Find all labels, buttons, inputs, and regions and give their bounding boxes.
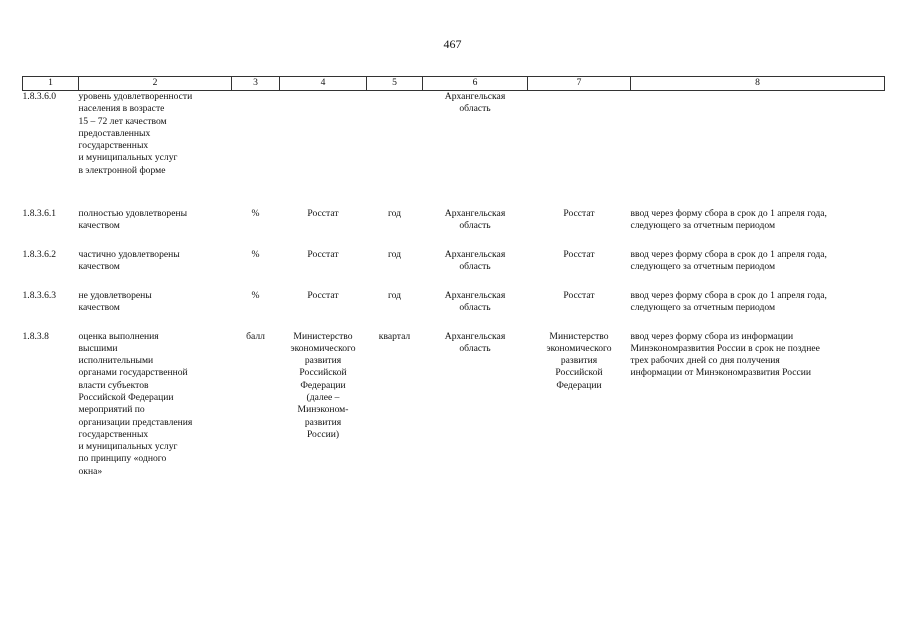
indicator-unit: % — [251, 207, 260, 219]
indicator-unit: балл — [246, 330, 265, 342]
table-row — [23, 249, 885, 290]
column-number-header-row — [23, 77, 885, 91]
indicator-name: не удовлетворены качеством — [78, 289, 152, 313]
indicator-region: Архангельская область — [444, 91, 506, 115]
table-row — [23, 91, 885, 208]
indicator-code: 1.8.3.6.0 — [22, 91, 57, 102]
column-number: 3 — [232, 77, 280, 91]
indicator-procedure: ввод через форму сбора в срок до 1 апреля года, следующего за отчетным периодом — [630, 289, 827, 313]
indicator-procedure: ввод через форму сбора в срок до 1 апреля года, следующего за отчетным периодом — [630, 248, 827, 272]
indicator-procedure — [631, 91, 885, 208]
table-row — [23, 208, 885, 249]
indicator-code: 1.8.3.8 — [22, 330, 49, 342]
indicator-responsible: Росстат — [563, 289, 595, 301]
indicator-responsible: Министерство экономического развития Российской Федерации — [546, 330, 612, 391]
indicator-name: уровень удовлетворенности населения в возрасте 15 – 72 лет качеством предоставленных государственных и муниципальных услуг в электронной форме — [78, 91, 193, 176]
indicator-unit: % — [251, 289, 260, 301]
indicator-region: Архангельская область — [444, 207, 506, 231]
indicator-code: 1.8.3.6.2 — [22, 248, 57, 260]
indicator-source: Росстат — [307, 248, 339, 260]
indicator-name: частично удовлетворены качеством — [78, 248, 180, 272]
indicator-code: 1.8.3.6.1 — [22, 207, 57, 219]
indicator-unit — [232, 91, 280, 208]
indicator-name: полностью удовлетворены качеством — [78, 207, 188, 231]
column-number: 7 — [528, 77, 631, 91]
indicator-code: 1.8.3.6.3 — [22, 289, 57, 301]
indicator-region: Архангельская область — [444, 289, 506, 313]
indicator-region: Архангельская область — [444, 330, 506, 354]
indicator-procedure: ввод через форму сбора в срок до 1 апреля года, следующего за отчетным периодом — [630, 207, 827, 231]
column-number: 6 — [423, 77, 528, 91]
column-number: 1 — [23, 77, 79, 91]
indicator-procedure: ввод через форму сбора из информации Минэкономразвития России в срок не позднее трех рабочих дней со дня получения информации от Минэкономразвития России — [630, 330, 820, 379]
column-number: 2 — [79, 77, 232, 91]
page-number: 467 — [443, 37, 462, 51]
indicator-responsible — [528, 91, 631, 208]
indicator-period: год — [387, 248, 402, 260]
indicator-unit: % — [251, 248, 260, 260]
indicators-table — [22, 76, 885, 491]
indicator-source: Росстат — [307, 289, 339, 301]
column-number: 5 — [367, 77, 423, 91]
table-row — [23, 331, 885, 491]
indicator-region: Архангельская область — [444, 248, 506, 272]
indicator-responsible: Росстат — [563, 207, 595, 219]
column-number: 4 — [280, 77, 367, 91]
indicator-responsible: Росстат — [563, 248, 595, 260]
column-number: 8 — [631, 77, 885, 91]
indicator-period: год — [387, 207, 402, 219]
table-row — [23, 290, 885, 331]
indicator-source: Министерство экономического развития Российской Федерации (далее – Минэконом- развития России) — [290, 330, 356, 440]
indicator-source: Росстат — [307, 207, 339, 219]
indicator-period: год — [387, 289, 402, 301]
indicator-name: оценка выполнения высшими исполнительными органами государственной власти субъектов Российской Федерации мероприятий по организации представления государственных и муниципальных услуг по принципу «одного окна» — [78, 330, 193, 477]
indicator-source — [280, 91, 367, 208]
indicator-period: квартал — [378, 330, 411, 342]
indicator-period — [367, 91, 423, 208]
